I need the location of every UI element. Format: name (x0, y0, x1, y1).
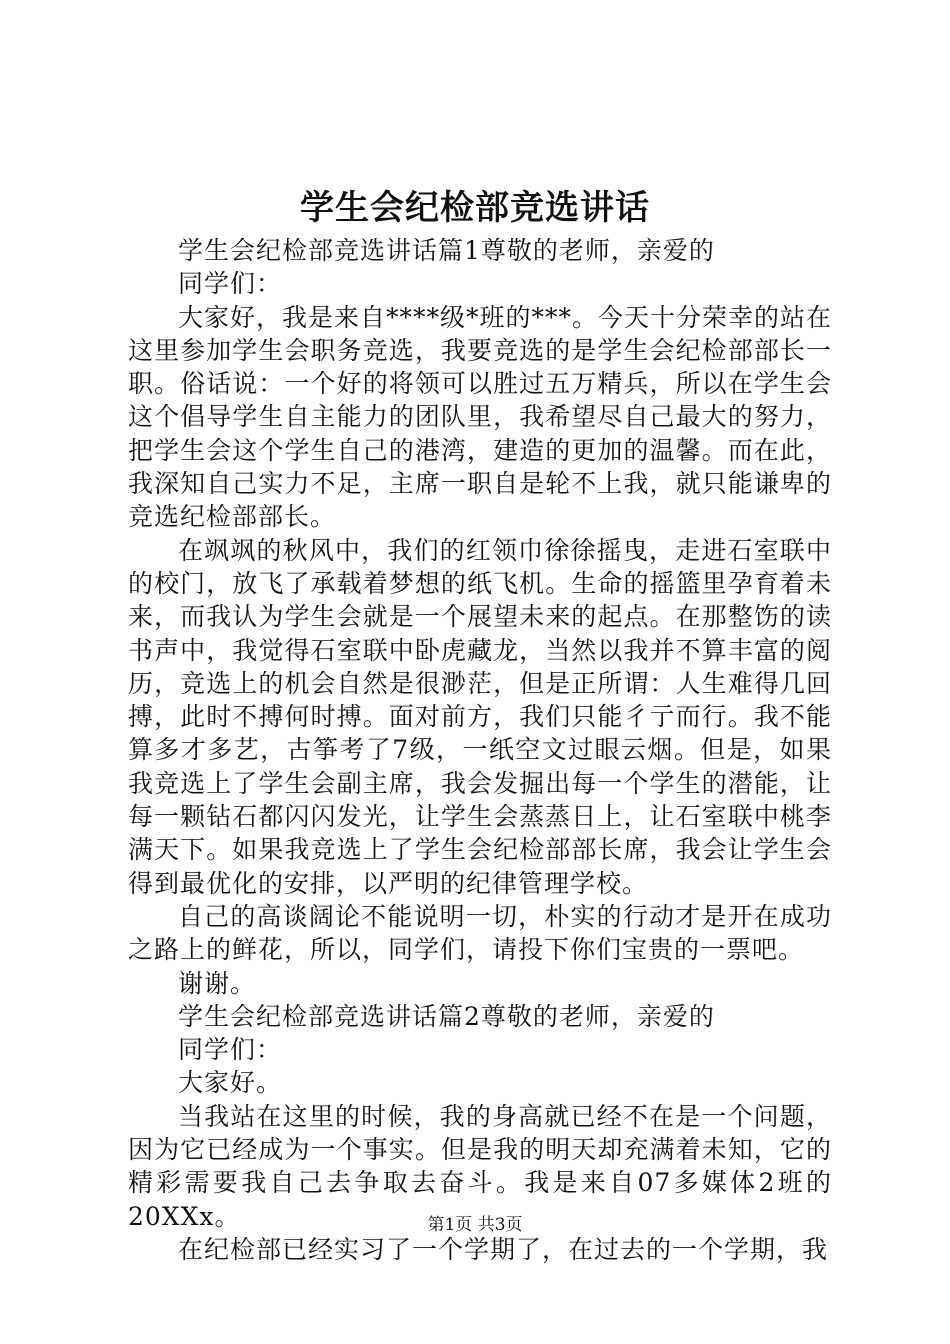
paragraph: 当我站在这里的时候，我的身高就已经不在是一个问题，因为它已经成为一个事实。但是我的明天却充满着未知，它的精彩需要我自己去争取去奋斗。我是来自07多媒体2班的20XXx。 (128, 1101, 832, 1231)
paragraph: 同学们： (178, 269, 283, 299)
page-footer: 第1页 共3页 (427, 1215, 523, 1235)
paragraph: 自己的高谈阔论不能说明一切，朴实的行动才是开在成功之路上的鲜花，所以，同学们，请投下你们宝贵的一票吧。 (128, 901, 832, 965)
paragraph: 在飒飒的秋风中，我们的红领巾徐徐摇曳，走进石室联中的校门，放飞了承载着梦想的纸飞机。生命的摇篮里孕育着未来，而我认为学生会就是一个展望未来的起点。在那整饬的读书声中，我觉得石室联中卧虎藏龙，当然以我并不算丰富的阅历，竞选上的机会自然是很渺茫，但是正所谓：人生难得几回搏，此时不搏何时搏。面对前方，我们只能彳亍而行。我不能算多才多艺，古筝考了7级，一纸空文过眼云烟。但是，如果我竞选上了学生会副主席，我会发掘出每一个学生的潜能，让每一颗钻石都闪闪发光，让学生会蒸蒸日上，让石室联中桃李满天下。如果我竞选上了学生会纪检部部长席，我会让学生会得到最优化的安排，以严明的纪律管理学校。 (128, 535, 832, 898)
paragraph: 学生会纪检部竞选讲话篇1尊敬的老师，亲爱的 (178, 236, 715, 265)
paragraph: 谢谢。 (178, 968, 257, 998)
paragraph: 在纪检部已经实习了一个学期了，在过去的一个学期，我 (178, 1234, 829, 1264)
paragraph: 同学们： (178, 1035, 283, 1065)
paragraph: 学生会纪检部竞选讲话篇2尊敬的老师，亲爱的 (178, 1001, 715, 1031)
paragraph: 大家好。 (178, 1068, 283, 1098)
document-body (128, 234, 832, 1266)
paragraph: 大家好，我是来自****级*班的***。今天十分荣幸的站在这里参加学生会职务竞选，我要竞选的是学生会纪检部部长一职。俗话说：一个好的将领可以胜过五万精兵，所以在学生会这个倡导学生自主能力的团队里，我希望尽自己最大的努力，把学生会这个学生自己的港湾，建造的更加的温馨。而在此，我深知自己实力不足，主席一职自是轮不上我，就只能谦卑的竞选纪检部部长。 (128, 302, 833, 532)
document-title: 学生会纪检部竞选讲话 (300, 188, 650, 228)
